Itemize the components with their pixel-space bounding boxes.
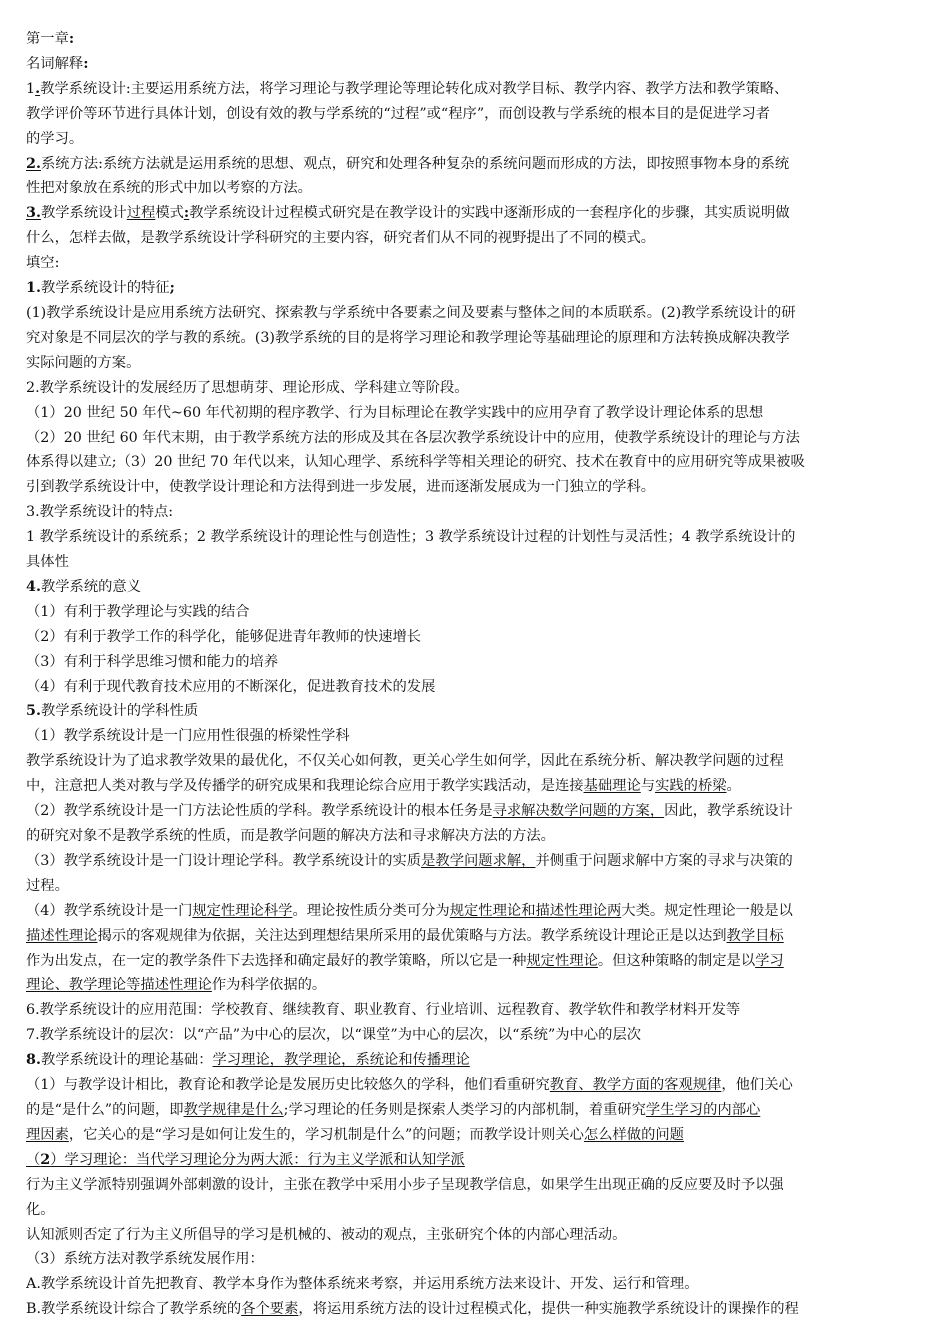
text-line [26,176,924,201]
text-line [26,924,924,949]
text-run: 4. [26,578,41,595]
text-run: 。 [726,778,741,795]
text-run: （2）教学系统设计是一门方法论性质的学科。教学系统设计的根本任务是 [26,803,493,820]
text-run: 8. [26,1052,41,1069]
text-line [26,973,924,998]
text-line [26,1073,924,1098]
text-run: (1)教学系统设计是应用系统方法研究、探索教与学系统中各要素之间及要素与整体之间的本质联系。(2)教学系统设计的研 [26,304,796,321]
text-run: 教学系统设计 [40,205,127,222]
text-run: 规定性理论和描述性理论两 [449,902,622,919]
text-run: （2）20 世纪 60 年代末期，由于教学系统方法的形成及其在各层次教学系统设计中的应用，使教学系统设计的理论与方法 [26,429,800,446]
text-run: 教学系统设计为了追求教学效果的最优化，不仅关心如何教，更关心学生如何学，因此在系统分析、解决教学问题的过程 [26,753,784,770]
text-line [26,27,924,52]
text-run: 并侧重于问题求解中方案的寻求与决策的 [535,852,793,869]
text-run: 大类。规定性理论一般是以 [621,902,793,919]
text-run: 行为主义学派特别强调外部刺激的设计，主张在教学中采用小步子呈现教学信息，如果学生出现正确的反应要及时予以强 [26,1176,784,1193]
text-line [26,874,924,899]
text-run: 的研究对象不是教学系统的性质，而是教学问题的解决方法和寻求解决方法的方法。 [26,828,555,844]
text-line [26,525,924,550]
text-line [26,799,924,824]
text-run: （4）教学系统设计是一门 [26,902,193,919]
text-run: 7.教学系统设计的层次：以“产品”为中心的层次，以“课堂”为中心的层次，以“系统”为中心的层次 [26,1027,642,1044]
text-line [26,1198,924,1223]
text-run: 1 教学系统设计的系统系；2 教学系统设计的理论性与创造性；3 教学系统设计过程的计划性与灵活性；4 教学系统设计的 [26,529,796,546]
text-run: 教学目标 [726,927,784,944]
text-line [26,450,924,475]
text-run: 与 [640,778,656,795]
text-run: 是教学问题求解， [421,852,536,869]
text-line [26,1173,924,1198]
text-run: ，它关心的是“学习是如何让发生的，学习机制是什么”的问题；而教学设计则关心 [68,1126,584,1143]
text-run: 理论、教学理论等描述性理论 [26,977,212,994]
text-line [26,699,924,724]
text-line [26,575,924,600]
text-line [26,351,924,376]
text-run: （1）有利于教学理论与实践的结合 [26,603,250,620]
text-run: （4）有利于现代教育技术应用的不断深化，促进教育技术的发展 [26,678,436,695]
text-line [26,52,924,77]
text-line [26,824,924,849]
text-run: （1）20 世纪 50 年代~60 年代初期的程序教学、行为目标理论在教学实践中的应用孕育了教学设计理论体系的思想 [26,404,764,421]
text-run: : [83,55,89,72]
text-line [26,77,924,102]
text-line [26,251,924,276]
text-run: A.教学系统设计首先把教育、教学本身作为整体系统来考察，并运用系统方法来设计、开发、运行和管理。 [26,1276,699,1293]
text-run: 教学系统设计过程模式研究是在教学设计的实践中逐渐形成的一套程序化的步骤，其实质说明做 [189,205,790,222]
text-line [26,724,924,749]
text-run: 怎么样做的问题 [583,1126,684,1143]
text-line [26,949,924,974]
text-run: 2. [26,155,41,172]
text-line [26,849,924,874]
text-run: （3）有利于科学思维习惯和能力的培养 [26,653,279,670]
text-line [26,774,924,799]
text-line [26,1297,924,1322]
text-run: 基础理论 [583,778,641,795]
text-run: ;学习理论的任务则是探索人类学习的内部机制，着重研究 [283,1101,646,1118]
text-run: （3）教学系统设计是一门设计理论学科。教学系统设计的实质 [26,852,422,869]
text-run: 具体性 [26,554,69,571]
text-run: 。理论按性质分类可分为 [292,902,450,919]
text-run: 性把对象放在系统的形式中加以考察的方法。 [26,180,312,197]
text-line [26,475,924,500]
text-run: 教学系统设计:主要运用系统方法，将学习理论与教学理论等理论转化成对教学目标、教学内容、教学方法和教学策略、 [40,80,789,97]
text-line [26,426,924,451]
text-run: 的是“是什么”的问题，即 [26,1101,184,1118]
text-run: 第一章 [26,31,69,47]
text-run: 规定性理论科学 [192,902,293,919]
text-run: 3.教学系统设计的特点: [26,504,174,521]
text-run: 教学系统的意义 [40,578,142,595]
text-run: 的学习。 [26,130,84,147]
text-run: ）学习理论：当代学习理论分为两大派：行为主义学派和认知学派 [50,1151,465,1168]
text-run: 究对象是不同层次的学与教的系统。(3)教学系统的目的是将学习理论和教学理论等基础理论的原理和方法转换成解决教学 [26,329,790,346]
text-line [26,1048,924,1073]
text-run: 教学系统设计的理论基础： [40,1052,213,1069]
text-line [26,326,924,351]
text-line [26,152,924,177]
text-run: 学习理论，教学理论，系统论和传播理论 [212,1052,470,1069]
text-run: 5. [26,703,41,720]
text-line [26,1247,924,1272]
text-run: 实际问题的方案。 [26,354,141,371]
text-run: 规定性理论 [526,952,598,969]
text-run: 填空: [26,255,60,272]
text-run: 学习 [755,952,784,969]
text-run: ; [169,280,175,297]
text-run: 作为出发点，在一定的教学条件下去选择和确定最好的教学策略，所以它是一种 [26,952,527,969]
text-run: 中，注意把人类对教与学及传播学的研究成果和我理论综合应用于教学实践活动，是连接 [26,778,584,795]
text-run: （1）教学系统设计是一门应用性很强的桥梁性学科 [26,728,350,745]
text-run: ，他们关心 [721,1077,793,1094]
text-line [26,127,924,152]
text-line [26,500,924,525]
text-run: 2 [40,1151,51,1168]
text-run: 教学系统设计的学科性质 [40,703,199,720]
text-run: （1）与教学设计相比，教育论和教学论是发展历史比较悠久的学科，他们看重研究 [26,1077,550,1094]
text-line [26,1098,924,1123]
text-run: 学生学习的内部心 [645,1101,761,1118]
text-line [26,1123,924,1148]
text-line [26,675,924,700]
text-line [26,376,924,401]
text-run: 化。 [26,1201,55,1218]
text-line [26,749,924,774]
text-run: B.教学系统设计综合了教学系统的 [26,1301,242,1318]
text-run: （2）有利于教学工作的科学化，能够促进青年教师的快速增长 [26,628,422,645]
text-line [26,550,924,575]
text-run: 认知派则否定了行为主义所倡导的学习是机械的、被动的观点，主张研究个体的内部心理活动。 [26,1226,627,1243]
text-run: 6.教学系统设计的应用范围：学校教育、继续教育、职业教育、行业培训、远程教育、教学软件和教学材料开发等 [26,1002,741,1019]
text-line [26,1023,924,1048]
text-run: （ [26,1151,41,1168]
text-run: 教学规律是什么 [183,1101,284,1118]
text-run: 过程 [126,205,156,222]
text-line [26,226,924,251]
text-line [26,1272,924,1297]
text-run: 过程。 [26,877,69,894]
text-line [26,600,924,625]
text-line [26,625,924,650]
text-run: 名词解释 [26,55,84,72]
text-line [26,1148,924,1173]
text-run: 作为科学依据的。 [211,977,327,994]
text-run: 描述性理论 [26,927,98,944]
text-run: 教学评价等环节进行具体计划，创设有效的教与学系统的“过程”或“程序”，而创设教与学系统的根本目的是促进学习者 [26,105,771,122]
text-run: 理因素 [26,1126,69,1143]
text-run: 什么，怎样去做，是教学系统设计学科研究的主要内容，研究者们从不同的视野提出了不同的模式。 [26,230,656,247]
text-run: : [183,205,190,222]
text-line [26,401,924,426]
text-run: 系统方法:系统方法就是运用系统的思想、观点，研究和处理各种复杂的系统问题而形成的方法，即按照事物本身的系统 [40,155,790,172]
text-line [26,102,924,127]
text-run: 实践的桥梁 [655,778,727,795]
text-run: 教育、教学方面的客观规律 [549,1077,722,1094]
text-run: 引到教学系统设计中，使教学设计理论和方法得到进一步发展，进而逐渐发展成为一门独立的学科。 [26,479,656,496]
text-run: 教学系统设计的特征 [40,280,170,297]
text-run: 揭示的客观规律为依据，关注达到理想结果所采用的最优策略与方法。教学系统设计理论正是以达到 [97,927,727,944]
text-run: （3）系统方法对教学系统发展作用： [26,1251,264,1268]
text-line [26,301,924,326]
text-run: 3. [26,205,41,222]
text-run: 各个要素 [241,1301,299,1318]
text-line [26,650,924,675]
text-run: 寻求解决数学问题的方案， [492,803,665,820]
text-run: 。但这种策略的制定是以 [597,952,756,969]
text-line [26,899,924,924]
text-run: . [35,80,41,97]
text-run: : [68,31,75,47]
text-line [26,276,924,301]
text-run: 2.教学系统设计的发展经历了思想萌芽、理论形成、学科建立等阶段。 [26,379,469,396]
text-run: ，将运用系统方法的设计过程模式化，提供一种实施教学系统设计的课操作的程 [298,1301,799,1318]
text-run: 1. [26,280,41,297]
text-run: 体系得以建立;（3）20 世纪 70 年代以来，认知心理学、系统科学等相关理论的研究、技术在教育中的应用研究等成果被吸 [26,454,805,471]
text-run: 因此，教学系统设计 [664,803,793,820]
text-line [26,998,924,1023]
text-run: 模式 [155,205,184,222]
text-line [26,1223,924,1248]
text-line [26,201,924,226]
text-run: 1 [26,80,36,97]
